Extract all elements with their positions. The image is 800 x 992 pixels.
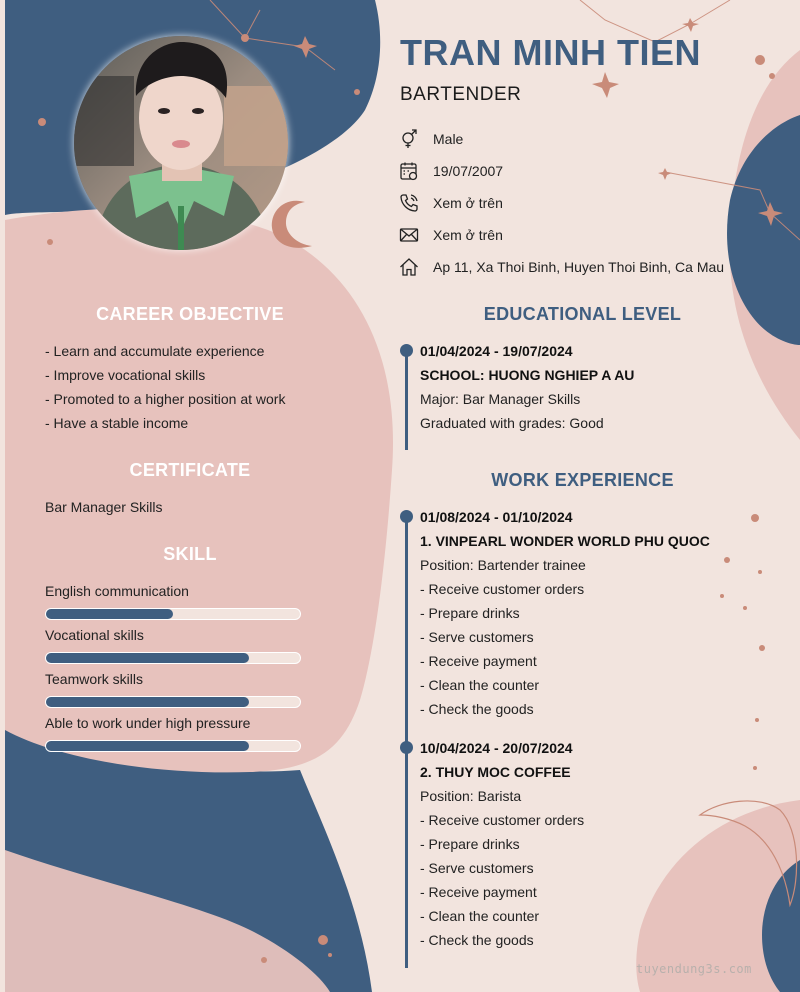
birthday-text: 19/07/2007 bbox=[433, 163, 504, 179]
work-date: 01/08/2024 - 01/10/2024 bbox=[420, 509, 573, 525]
skill-label: Able to work under high pressure bbox=[45, 715, 251, 731]
skill-bar-fill bbox=[46, 609, 173, 619]
education-heading: EDUCATIONAL LEVEL bbox=[483, 304, 682, 324]
education-school: SCHOOL: HUONG NGHIEP A AU bbox=[420, 367, 635, 383]
certificate-heading: CERTIFICATE bbox=[129, 460, 251, 480]
certificate-item: Bar Manager Skills bbox=[45, 499, 163, 515]
skill-bar bbox=[45, 740, 301, 752]
candidate-name: TRAN MINH TIEN bbox=[400, 32, 701, 73]
phone-text: Xem ở trên bbox=[433, 195, 503, 211]
skill-bar bbox=[45, 696, 301, 708]
email-icon bbox=[398, 224, 420, 246]
education-line: Major: Bar Manager Skills bbox=[420, 391, 581, 407]
skill-label: Vocational skills bbox=[45, 627, 144, 643]
work-line: Position: Barista bbox=[420, 788, 522, 804]
skill-bar-fill bbox=[46, 741, 249, 751]
gender-icon bbox=[398, 128, 420, 150]
work-line: - Serve customers bbox=[420, 860, 534, 876]
timeline-dot bbox=[400, 741, 413, 754]
education-line: Graduated with grades: Good bbox=[420, 415, 604, 431]
skill-bar bbox=[45, 608, 301, 620]
skill-label: English communication bbox=[45, 583, 189, 599]
home-icon bbox=[398, 256, 420, 278]
work-company: 1. VINPEARL WONDER WORLD PHU QUOC bbox=[420, 533, 710, 549]
objective-item: - Have a stable income bbox=[45, 415, 189, 431]
work-line: - Receive payment bbox=[420, 884, 537, 900]
work-line: - Receive customer orders bbox=[420, 581, 585, 597]
avatar-photo bbox=[74, 36, 288, 250]
contact-gender bbox=[398, 127, 463, 151]
work-line: - Prepare drinks bbox=[420, 605, 520, 621]
skill-bar bbox=[45, 652, 301, 664]
timeline-dot bbox=[400, 510, 413, 523]
contact-email bbox=[398, 223, 503, 247]
work-line: - Receive payment bbox=[420, 653, 537, 669]
career-objective-heading: CAREER OBJECTIVE bbox=[96, 304, 284, 324]
work-line: - Serve customers bbox=[420, 629, 534, 645]
work-line: - Receive customer orders bbox=[420, 812, 585, 828]
work-line: - Clean the counter bbox=[420, 677, 540, 693]
work-line: Position: Bartender trainee bbox=[420, 557, 586, 573]
skill-bar-fill bbox=[46, 653, 249, 663]
skill-bar-fill bbox=[46, 697, 249, 707]
work-company: 2. THUY MOC COFFEE bbox=[420, 764, 571, 780]
timeline-dot bbox=[400, 344, 413, 357]
skill-label: Teamwork skills bbox=[45, 671, 144, 687]
work-line: - Clean the counter bbox=[420, 908, 540, 924]
objective-item: - Improve vocational skills bbox=[45, 367, 206, 383]
job-title: BARTENDER bbox=[400, 84, 522, 105]
avatar bbox=[74, 36, 288, 250]
work-line: - Check the goods bbox=[420, 701, 534, 717]
contact-address bbox=[398, 255, 724, 279]
email-text: Xem ở trên bbox=[433, 227, 503, 243]
education-date: 01/04/2024 - 19/07/2024 bbox=[420, 343, 573, 359]
phone-icon bbox=[398, 192, 420, 214]
education-timeline bbox=[405, 350, 408, 450]
objective-item: - Learn and accumulate experience bbox=[45, 343, 265, 359]
work-line: - Prepare drinks bbox=[420, 836, 520, 852]
gender-text: Male bbox=[433, 131, 464, 147]
work-heading: WORK EXPERIENCE bbox=[491, 470, 674, 490]
address-text: Ap 11, Xa Thoi Binh, Huyen Thoi Binh, Ca Mau bbox=[433, 259, 725, 275]
calendar-icon bbox=[398, 160, 420, 182]
contact-phone bbox=[398, 191, 503, 215]
skill-heading: SKILL bbox=[163, 544, 217, 564]
contact-birthday bbox=[398, 159, 503, 183]
work-line: - Check the goods bbox=[420, 932, 534, 948]
watermark: tuyendung3s.com bbox=[636, 962, 752, 976]
work-date: 10/04/2024 - 20/07/2024 bbox=[420, 740, 573, 756]
objective-item: - Promoted to a higher position at work bbox=[45, 391, 286, 407]
